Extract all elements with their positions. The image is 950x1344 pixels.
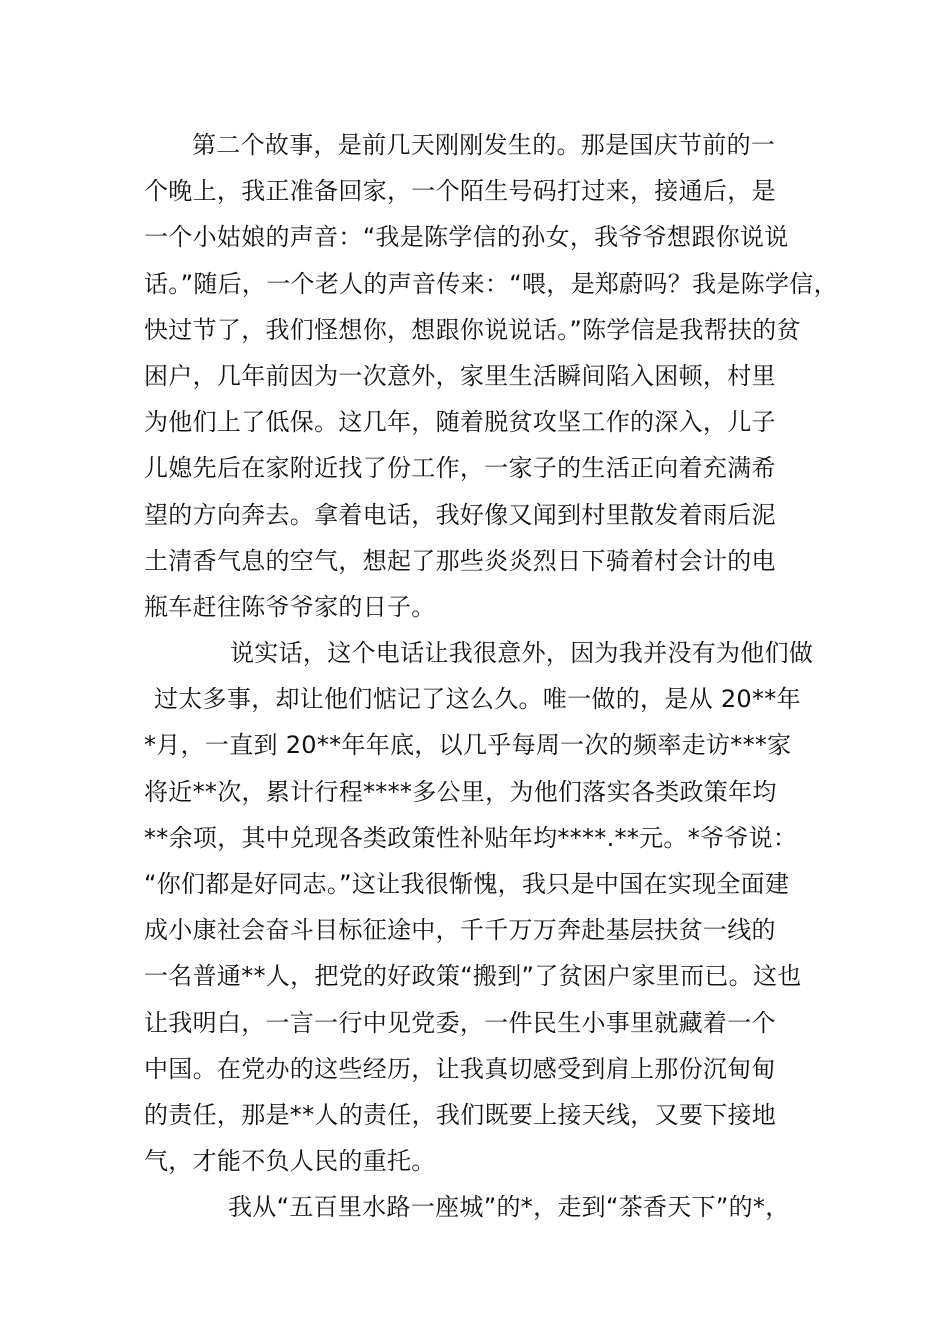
- paragraph-1-line-10: 土清香气息的空气，想起了那些炎炎烈日下骑着村会计的电: [144, 546, 776, 575]
- paragraph-2-line-11: 的责任，那是**人的责任，我们既要上接天线，又要下接地: [144, 1100, 777, 1129]
- paragraph-1-line-4: 话。”随后，一个老人的声音传来：“喂，是郑蔚吗？我是陈学信，: [144, 269, 838, 298]
- paragraph-1-line-3: 一个小姑娘的声音：“我是陈学信的孙女，我爷爷想跟你说说: [144, 223, 789, 252]
- paragraph-2-line-3: *月，一直到 20**年年底，以几乎每周一次的频率走访***家: [144, 731, 792, 760]
- paragraph-1-line-6: 困户，几年前因为一次意外，家里生活瞬间陷入困顿，村里: [144, 361, 776, 390]
- paragraph-2-line-5: **余项，其中兑现各类政策性补贴年均****.**元。*爷爷说：: [144, 823, 798, 852]
- paragraph-2-line-12: 气，才能不负人民的重托。: [144, 1147, 436, 1176]
- paragraph-1-line-7: 为他们上了低保。这几年，随着脱贫攻坚工作的深入，儿子: [144, 408, 776, 437]
- document-body: [144, 122, 838, 1231]
- paragraph-2-line-6: “你们都是好同志。”这让我很惭愧，我只是中国在实现全面建: [144, 870, 790, 898]
- paragraph-2-line-1: 说实话，这个电话让我很意外，因为我并没有为他们做: [230, 639, 814, 668]
- paragraph-1-line-1: 第二个故事，是前几天刚刚发生的。那是国庆节前的一: [192, 131, 776, 159]
- paragraph-1-line-5: 快过节了，我们怪想你，想跟你说说话。”陈学信是我帮扶的贫: [144, 315, 801, 344]
- paragraph-1-line-2: 个晚上，我正准备回家，一个陌生号码打过来，接通后，是: [144, 177, 776, 206]
- paragraph-2-line-2: 过太多事，却让他们惦记了这么久。唯一做的，是从 20**年: [154, 685, 801, 714]
- paragraph-1-line-8: 儿媳先后在家附近找了份工作，一家子的生活正向着充满希: [144, 454, 776, 483]
- paragraph-1-line-11: 瓶车赶往陈爷爷家的日子。: [144, 592, 436, 621]
- paragraph-2-line-7: 成小康社会奋斗目标征途中，千千万万奔赴基层扶贫一线的: [144, 916, 776, 945]
- paragraph-2-line-8: 一名普通**人，把党的好政策“搬到”了贫困户家里而已。这也: [144, 962, 802, 991]
- paragraph-2-line-9: 让我明白，一言一行中见党委，一件民生小事里就藏着一个: [144, 1008, 776, 1037]
- paragraph-3-line-1: 我从“五百里水路一座城”的*，走到“茶香天下”的*，: [228, 1193, 790, 1222]
- paragraph-1-line-9: 望的方向奔去。拿着电话，我好像又闻到村里散发着雨后泥: [144, 500, 776, 529]
- paragraph-2-line-10: 中国。在党办的这些经历，让我真切感受到肩上那份沉甸甸: [144, 1054, 776, 1083]
- paragraph-2-line-4: 将近**次，累计行程****多公里，为他们落实各类政策年均: [144, 777, 777, 806]
